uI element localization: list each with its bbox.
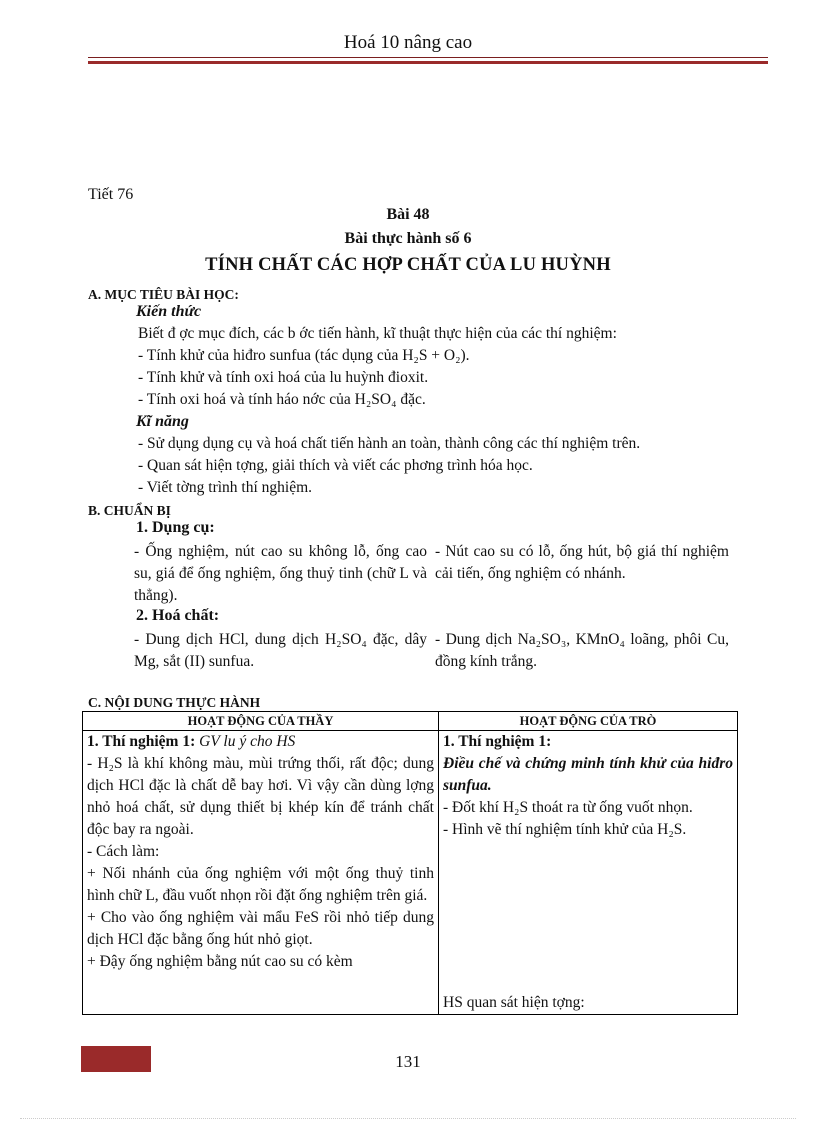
knowledge-heading: Kiến thức [136,303,202,320]
student-paragraph: - Đốt khí H₂S thoát ra từ ống vuốt nhọn. [443,799,693,816]
header-title: Hoá 10 nâng cao [343,32,473,53]
teacher-column-header: HOẠT ĐỘNG CỦA THẦY [83,712,439,731]
header-rule-thick [88,61,768,64]
student-exp-label: 1. Thí nghiệm 1: [443,733,552,750]
page-bottom-divider [20,1118,796,1119]
student-cell [439,731,738,1015]
skills-heading: Kĩ năng [136,413,189,430]
student-exp-title: Điều chế và chứng minh tính khử của hiđro sunfua. [443,755,733,794]
lesson-subtitle: Bài thực hành số 6 [344,230,472,247]
section-a-heading: A. MỤC TIÊU BÀI HỌC: [88,287,239,302]
knowledge-line: - Tính khử và tính oxi hoá của lu huỳnh đioxit. [138,369,429,386]
knowledge-line: - Tính oxi hoá và tính háo nớc của H₂SO₄ đặc. [138,391,426,408]
teacher-paragraph: + Nối nhánh của ống nghiệm với một ống thuỷ tinh hình chữ L, đầu vuốt nhọn rồi đặt ống nghiệm trên giá. [87,865,434,904]
knowledge-line: Biết đ ợc mục đích, các b ớc tiến hành, kĩ thuật thực hiện của các thí nghiệm: [138,325,617,342]
teacher-paragraph: - H₂S là khí không màu, mùi trứng thối, rất độc; dung dịch HCl đặc là chất dễ bay hơi. Vì vậy cần dùng lợng nhỏ hoá chất, sử dụng thiết bị khép kín để tránh chất độc bay ra ngoài. [87,755,434,838]
tools-right: - Nút cao su có lỗ, ống hút, bộ giá thí nghiệm cải tiến, ống nghiệm có nhánh. [435,543,729,582]
chemicals-right: - Dung dịch Na₂SO₃, KMnO₄ loãng, phôi Cu, đồng kính trắng. [435,631,729,670]
teacher-paragraph: - Cách làm: [87,843,160,860]
teacher-exp-label: 1. Thí nghiệm 1: [87,733,196,750]
section-c-heading: C. NỘI DUNG THỰC HÀNH [88,695,261,710]
teacher-exp-note: GV lu ý cho HS [195,733,296,750]
tools-heading: 1. Dụng cụ: [136,519,215,536]
lesson-period: Tiết 76 [88,186,134,203]
lesson-number: Bài 48 [386,206,430,223]
skills-line: - Sử dụng dụng cụ và hoá chất tiến hành an toàn, thành công các thí nghiệm trên. [138,435,641,452]
lesson-title: TÍNH CHẤT CÁC HỢP CHẤT CỦA LU HUỲNH [205,255,611,275]
chemicals-heading: 2. Hoá chất: [136,607,220,624]
chemicals-left: - Dung dịch HCl, dung dịch H₂SO₄ đặc, dây Mg, sắt (II) sunfua. [134,631,427,670]
teacher-paragraph: + Cho vào ống nghiệm vài mẩu FeS rồi nhỏ tiếp dung dịch HCl đặc bằng ống hút nhỏ giọt. [87,909,434,948]
teacher-cell [83,731,439,1015]
teacher-paragraph: + Đậy ống nghiệm bằng nút cao su có kèm [87,953,353,970]
student-column-header: HOẠT ĐỘNG CỦA TRÒ [439,712,738,731]
skills-line: - Viết tờng trình thí nghiệm. [138,479,313,496]
section-b-heading: B. CHUẨN BỊ [88,503,171,518]
skills-line: - Quan sát hiện tợng, giải thích và viết các phơng trình hóa học. [138,457,533,474]
student-paragraph: HS quan sát hiện tợng: [443,994,585,1011]
header-rule-thin [88,57,768,58]
knowledge-line: - Tính khử của hiđro sunfua (tác dụng của H₂S + O₂). [138,347,470,364]
practice-table [82,711,738,1015]
page-number: 131 [395,1052,421,1071]
tools-left: - Ống nghiệm, nút cao su không lỗ, ống cao su, giá để ống nghiệm, ống thuỷ tinh (chữ L và thẳng). [134,543,427,604]
student-paragraph: - Hình vẽ thí nghiệm tính khử của H₂S. [443,821,687,838]
